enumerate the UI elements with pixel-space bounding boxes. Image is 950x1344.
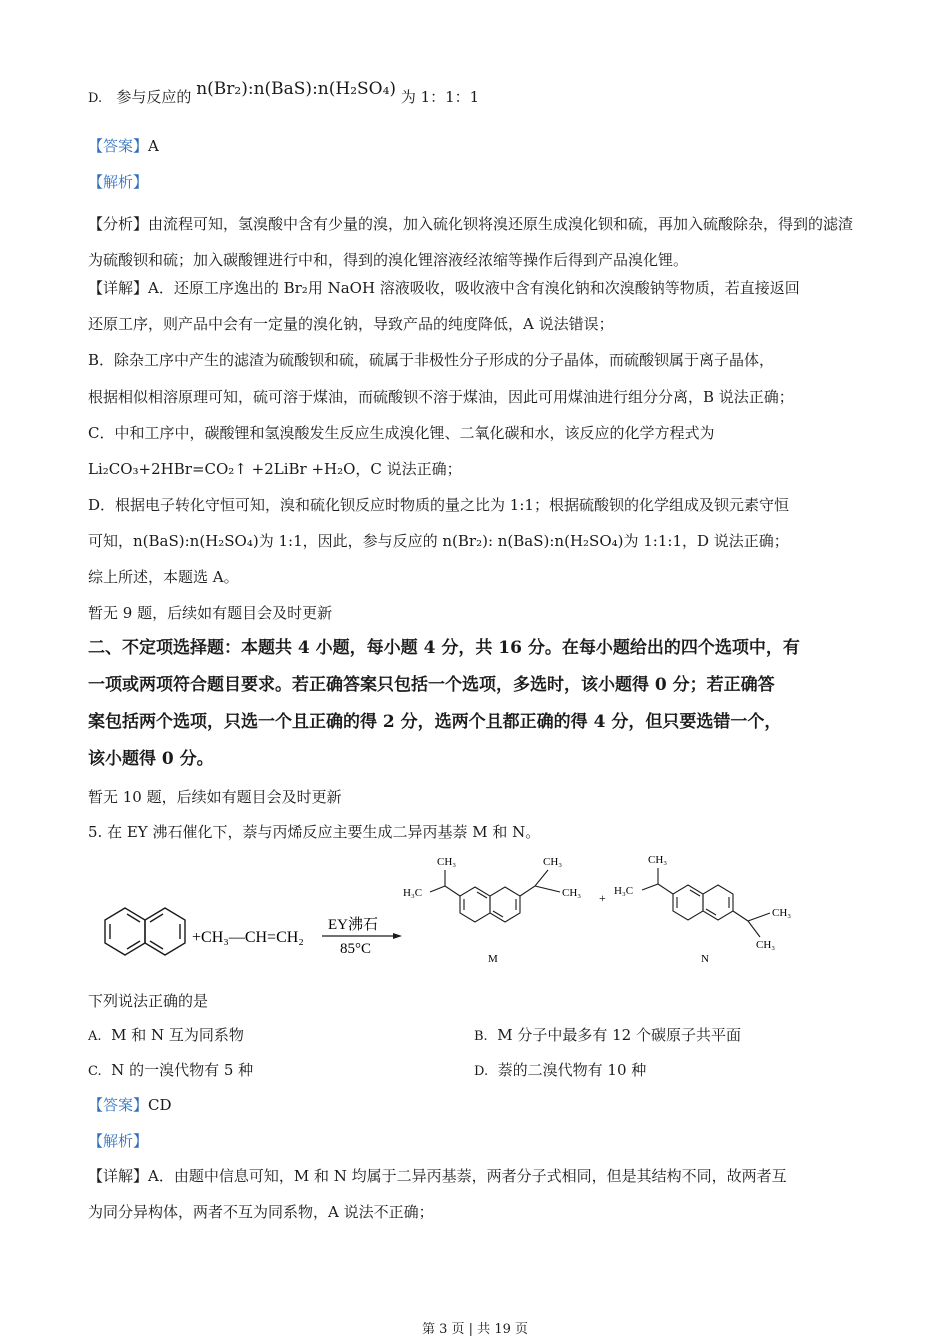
analysis-subtag: 【分析】 xyxy=(88,215,149,233)
section2-line1: 二、不定项选择题：本题共 4 小题，每小题 4 分，共 16 分。在每小题给出的四个选项中，有 xyxy=(88,638,800,658)
option-text: M 和 N 互为同系物 xyxy=(111,1026,244,1044)
naphthalene-structure xyxy=(105,908,185,955)
analysis-paragraph xyxy=(88,206,868,278)
product-n-structure xyxy=(642,868,770,937)
prev-option-d xyxy=(88,79,868,109)
detail-b-line2: 根据相似相溶原理可知，硫可溶于煤油，而硫酸钡不溶于煤油，因此可用煤油进行组分分离，B 说法正确； xyxy=(88,388,794,406)
option-label: B. xyxy=(474,1029,488,1044)
q5-stem: 5. 在 EY 沸石催化下，萘与丙烯反应主要生成二异丙基萘 M 和 N。 xyxy=(88,823,541,841)
q5-detail-line2: 为同分异构体，两者不互为同系物，A 说法不正确； xyxy=(88,1203,434,1221)
m-h3c-left: H₃C xyxy=(403,887,423,899)
product-m-label: M xyxy=(488,953,498,965)
answer-value: CD xyxy=(148,1096,172,1114)
option-label: D. xyxy=(474,1064,489,1079)
n-ch3-bottom: CH₃ xyxy=(756,939,776,951)
temperature-label: 85°C xyxy=(340,941,372,957)
note-q9: 暂无 9 题，后续如有题目会及时更新 xyxy=(88,604,333,622)
answer-tag: 【答案】 xyxy=(88,1096,149,1114)
q5-detail-line1 xyxy=(88,1166,868,1186)
detail-a-line2: 还原工序，则产品中会有一定量的溴化钠，导致产品的纯度降低，A 说法错误； xyxy=(88,315,614,333)
m-ch3-top-left: CH₃ xyxy=(437,856,457,868)
catalyst-label: EY沸石 xyxy=(328,917,378,933)
q5-option-c xyxy=(88,1060,253,1082)
option-label: C. xyxy=(88,1064,102,1079)
option-label: A. xyxy=(88,1029,102,1044)
analysis-tag: 【解析】 xyxy=(88,173,149,191)
section2-line3: 案包括两个选项，只选一个且正确的得 2 分，选两个且都正确的得 4 分，但只要选错一个， xyxy=(88,712,782,732)
answer-value: A xyxy=(148,137,159,155)
detail-d-line2: 可知，n(BaS):n(H₂SO₄)为 1:1，因此，参与反应的 n(Br₂): n(BaS):n(H₂SO₄)为 1:1:1，D 说法正确； xyxy=(88,532,789,550)
section2-line2: 一项或两项符合题目要求。若正确答案只包括一个选项，多选时，该小题得 0 分；若正确答 xyxy=(88,675,775,695)
option-text: 萘的二溴代物有 10 种 xyxy=(497,1061,647,1079)
propene-reagent: +CH₃—CH=CH₂ xyxy=(192,929,304,946)
detail-d-line1: D．根据电子转化守恒可知，溴和硫化钡反应时物质的量之比为 1:1；根据硫酸钡的化学组成及钡元素守恒 xyxy=(88,496,789,514)
option-text: 参与反应的 xyxy=(116,88,192,106)
arrow-head-icon xyxy=(393,933,402,939)
detail-c-line2: Li₂CO₃+2HBr=CO₂↑ +2LiBr +H₂O，C 说法正确； xyxy=(88,460,462,478)
ratio-formula: n(Br₂):n(BaS):n(H₂SO₄) xyxy=(196,79,397,99)
analysis-tag: 【解析】 xyxy=(88,1132,149,1150)
n-h3c-left: H₃C xyxy=(614,885,634,897)
n-ch3-right: CH₃ xyxy=(772,907,792,919)
detail-summary: 综上所述，本题选 A。 xyxy=(88,568,239,586)
detail-a-line1 xyxy=(88,278,868,298)
q5-option-d xyxy=(474,1060,646,1082)
page-footer: 第 3 页 | 共 19 页 xyxy=(422,1322,528,1337)
product-m-structure xyxy=(430,870,560,922)
q5-analysis-heading xyxy=(88,1131,868,1151)
detail-text: A．由题中信息可知，M 和 N 均属于二异丙基萘，两者分子式相同，但是其结构不同，故两者互 xyxy=(148,1167,787,1185)
option-text-tail: 为 1：1：1 xyxy=(400,88,480,106)
detail-tag: 【详解】 xyxy=(88,1167,149,1185)
m-ch3-top-right: CH₃ xyxy=(543,856,563,868)
prev-answer xyxy=(88,136,868,156)
plus-sign: + xyxy=(599,891,606,905)
option-label: D. xyxy=(88,91,103,106)
q5-option-a xyxy=(88,1025,244,1047)
analysis-text: 由流程可知，氢溴酸中含有少量的溴，加入硫化钡将溴还原生成溴化钡和硫，再加入硫酸除杂，得到的滤渣为硫酸钡和硫；加入碳酸锂进行中和，得到的溴化锂溶液经浓缩等操作后得到产品溴化锂。 xyxy=(88,215,854,269)
option-text: M 分子中最多有 12 个碳原子共平面 xyxy=(497,1026,741,1044)
note-q10: 暂无 10 题，后续如有题目会及时更新 xyxy=(88,788,342,806)
n-ch3-top: CH₃ xyxy=(648,854,668,866)
q5-option-b xyxy=(474,1025,741,1047)
section2-line4: 该小题得 0 分。 xyxy=(88,749,214,769)
m-ch3-right: CH₃ xyxy=(562,887,582,899)
option-text: N 的一溴代物有 5 种 xyxy=(111,1061,254,1079)
detail-tag: 【详解】 xyxy=(88,279,149,297)
reaction-scheme xyxy=(0,850,950,980)
detail-c-line1: C．中和工序中，碳酸锂和氢溴酸发生反应生成溴化锂、二氧化碳和水，该反应的化学方程式为 xyxy=(88,424,715,442)
product-n-label: N xyxy=(701,953,709,965)
prev-analysis-heading xyxy=(88,172,868,192)
detail-text: A．还原工序逸出的 Br₂用 NaOH 溶液吸收，吸收液中含有溴化钠和次溴酸钠等物质，若直接返回 xyxy=(148,279,800,297)
detail-b-line1: B．除杂工序中产生的滤渣为硫酸钡和硫，硫属于非极性分子形成的分子晶体，而硫酸钡属于离子晶体， xyxy=(88,351,775,369)
q5-answer xyxy=(88,1095,868,1115)
answer-tag: 【答案】 xyxy=(88,137,149,155)
q5-prompt: 下列说法正确的是 xyxy=(88,992,209,1010)
